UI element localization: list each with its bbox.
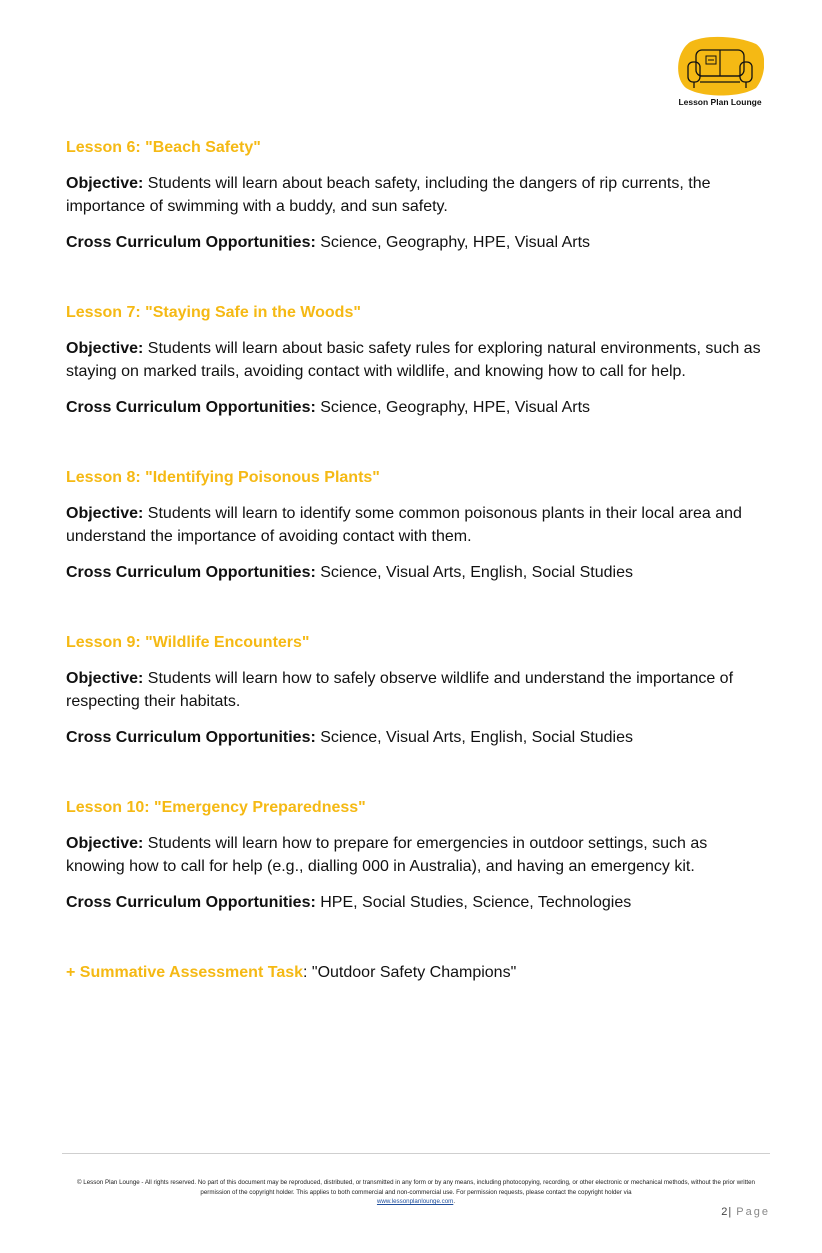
objective-label: Objective: [66, 505, 144, 522]
lesson-9 [66, 633, 766, 749]
objective-text: Students will learn about beach safety, including the dangers of rip currents, the importance of swimming with a buddy, and sun safety. [66, 175, 711, 215]
lesson-6 [66, 138, 766, 254]
copyright-text: © Lesson Plan Lounge - All rights reserved. No part of this document may be reproduced, distributed, or transmitted in any form or by any means, including photocopying, recording, or other electronic or mechanical methods, without the prior written permission of the copyright holder. This applies to both commercial and non-commercial use. For permission requests, please contact the copyright holder via [77, 1179, 755, 1196]
summative-label: + Summative Assessment Task [66, 964, 304, 981]
objective-text: Students will learn to identify some common poisonous plants in their local area and understand the importance of avoiding contact with them. [66, 505, 742, 545]
lesson-cross-curriculum [66, 561, 766, 584]
objective-label: Objective: [66, 670, 144, 687]
cross-text: Science, Visual Arts, English, Social Studies [315, 729, 633, 746]
lesson-cross-curriculum [66, 891, 766, 914]
lesson-cross-curriculum [66, 231, 766, 254]
lesson-8 [66, 468, 766, 584]
summative-assessment [66, 963, 766, 983]
lesson-title: Lesson 7: "Staying Safe in the Woods" [66, 304, 361, 321]
objective-label: Objective: [66, 835, 144, 852]
lesson-title: Lesson 10: "Emergency Preparedness" [66, 799, 366, 816]
sofa-logo-icon [676, 36, 764, 98]
cross-label: Cross Curriculum Opportunities: [66, 894, 316, 911]
footer-divider [62, 1153, 770, 1154]
lesson-cross-curriculum [66, 726, 766, 749]
cross-text: HPE, Social Studies, Science, Technologies [315, 894, 632, 911]
website-link[interactable]: www.lessonplanlounge.com [376, 1198, 454, 1205]
lesson-objective [66, 832, 766, 878]
link-suffix: . [453, 1198, 456, 1205]
lesson-objective [66, 337, 766, 383]
cross-text: Science, Visual Arts, English, Social Studies [315, 564, 633, 581]
lesson-title: Lesson 6: "Beach Safety" [66, 139, 261, 156]
lesson-7 [66, 303, 766, 419]
page-number [690, 1206, 770, 1218]
objective-label: Objective: [66, 340, 144, 357]
objective-text: Students will learn how to safely observe wildlife and understand the importance of respecting their habitats. [66, 670, 734, 710]
cross-label: Cross Curriculum Opportunities: [66, 729, 316, 746]
cross-label: Cross Curriculum Opportunities: [66, 399, 316, 416]
lesson-objective [66, 502, 766, 548]
lesson-cross-curriculum [66, 396, 766, 419]
objective-label: Objective: [66, 175, 144, 192]
brand-logo [672, 36, 768, 112]
objective-text: Students will learn how to prepare for emergencies in outdoor settings, such as knowing how to call for help (e.g., dialling 000 in Australia), and having an emergency kit. [66, 835, 708, 875]
cross-text: Science, Geography, HPE, Visual Arts [315, 399, 591, 416]
cross-label: Cross Curriculum Opportunities: [66, 564, 316, 581]
page-separator: | [728, 1206, 733, 1218]
cross-text: Science, Geography, HPE, Visual Arts [315, 234, 591, 251]
lesson-title: Lesson 9: "Wildlife Encounters" [66, 634, 310, 651]
lesson-objective [66, 667, 766, 713]
lesson-title: Lesson 8: "Identifying Poisonous Plants" [66, 469, 380, 486]
lesson-objective [66, 172, 766, 218]
logo-text: Lesson Plan Lounge [678, 97, 762, 107]
summative-title: : "Outdoor Safety Champions" [303, 964, 517, 981]
objective-text: Students will learn about basic safety rules for exploring natural environments, such as staying on marked trails, avoiding contact with wildlife, and knowing how to call for help. [66, 340, 761, 380]
cross-label: Cross Curriculum Opportunities: [66, 234, 316, 251]
lesson-list [66, 138, 766, 983]
page-number-value: 2 [721, 1206, 729, 1218]
footer-copyright [66, 1178, 766, 1207]
lesson-10 [66, 798, 766, 914]
page-word: Page [736, 1206, 770, 1218]
